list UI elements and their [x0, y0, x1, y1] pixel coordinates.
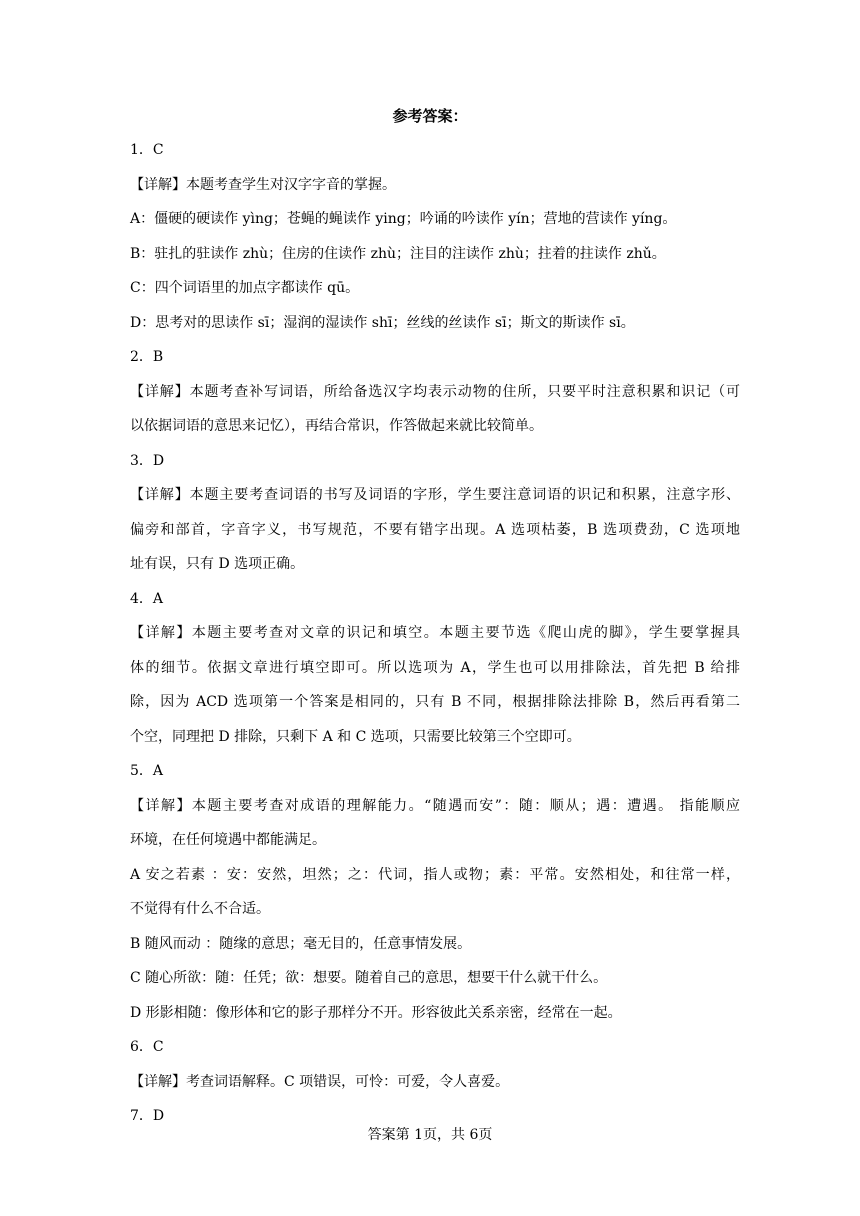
option-line: D 形影相随：像形体和它的影子那样分不开。形容彼此关系亲密，经常在一起。: [130, 1004, 622, 1021]
page-footer: 答案第 1页，共 6页: [367, 1127, 493, 1143]
answer-number: 6．C: [130, 1039, 164, 1055]
page-title: 参考答案：: [392, 107, 468, 125]
answer-number: 5．A: [130, 763, 164, 779]
answer-number: 4．A: [130, 590, 164, 607]
answer-content: [130, 133, 740, 1134]
explanation-line: 【详解】本题主要考查对成语的理解能力。“随遇而安”：随：顺从；遇：遭遇。 指能顺应: [130, 797, 740, 814]
explanation-line: 环境，在任何境遇中都能满足。: [130, 832, 326, 848]
option-line: 不觉得有什么不合适。: [130, 901, 270, 917]
explanation-line: 个空，同理把 D 排除，只剩下 A 和 C 选项，只需要比较第三个空即可。: [130, 728, 581, 745]
option-line: C 随心所欲：随：任凭；欲：想要。随着自己的意思，想要干什么就干什么。: [130, 970, 608, 986]
explanation-line: 【详解】本题考查补写词语，所给备选汉字均表示动物的住所，只要平时注意积累和识记（可: [130, 383, 740, 400]
explanation-line: 偏旁和部首，字音字义，书写规范，不要有错字出现。A 选项枯萎，B 选项费劲，C 选项地: [130, 521, 740, 538]
answer-number: 2．B: [130, 349, 164, 365]
explanation-line: 【详解】本题考查学生对汉字字音的掌握。: [130, 176, 396, 193]
option-line: B 随风而动 ：随缘的意思；毫无目的，任意事情发展。: [130, 935, 472, 952]
explanation-line: 除，因为 ACD 选项第一个答案是相同的，只有 B 不同，根据排除法排除 B，然后再看第二: [130, 694, 740, 710]
option-line: A：僵硬的硬读作 yìng；苍蝇的蝇读作 ying；吟诵的吟读作 yín；营地的营读作 yíng。: [130, 211, 677, 227]
explanation-line: 以依据词语的意思来记忆），再结合常识，作答做起来就比较简单。: [130, 418, 543, 434]
option-line: D：思考对的思读作 sī；湿润的湿读作 shī；丝线的丝读作 sī；斯文的斯读作 sī。: [130, 314, 635, 331]
explanation-line: 【详解】本题主要考查对文章的识记和填空。本题主要节选《爬山虎的脚》，学生要掌握具: [130, 625, 740, 641]
explanation-line: 【详解】考查词语解释。C 项错误，可怜：可爱，令人喜爱。: [130, 1073, 510, 1090]
explanation-line: 【详解】本题主要考查词语的书写及词语的字形，学生要注意词语的识记和积累，注意字形、: [130, 487, 740, 503]
option-line: B：驻扎的驻读作 zhù；住房的住读作 zhù；注目的注读作 zhù；拄着的拄读作 zhǔ。: [130, 245, 666, 262]
answer-number: 3．D: [130, 452, 165, 469]
option-line: C：四个词语里的加点字都读作 qū。: [130, 280, 360, 296]
answer-number: 7．D: [130, 1108, 165, 1124]
option-line: A 安之若素 ：安：安然，坦然；之：代词，指人或物；素：平常。安然相处，和往常一样，: [130, 866, 740, 883]
answer-number: 1．C: [130, 142, 164, 158]
explanation-line: 址有误，只有 D 选项正确。: [130, 556, 305, 572]
explanation-line: 体的细节。依据文章进行填空即可。所以选项为 A，学生也可以用排除法，首先把 B 给排: [130, 659, 740, 676]
